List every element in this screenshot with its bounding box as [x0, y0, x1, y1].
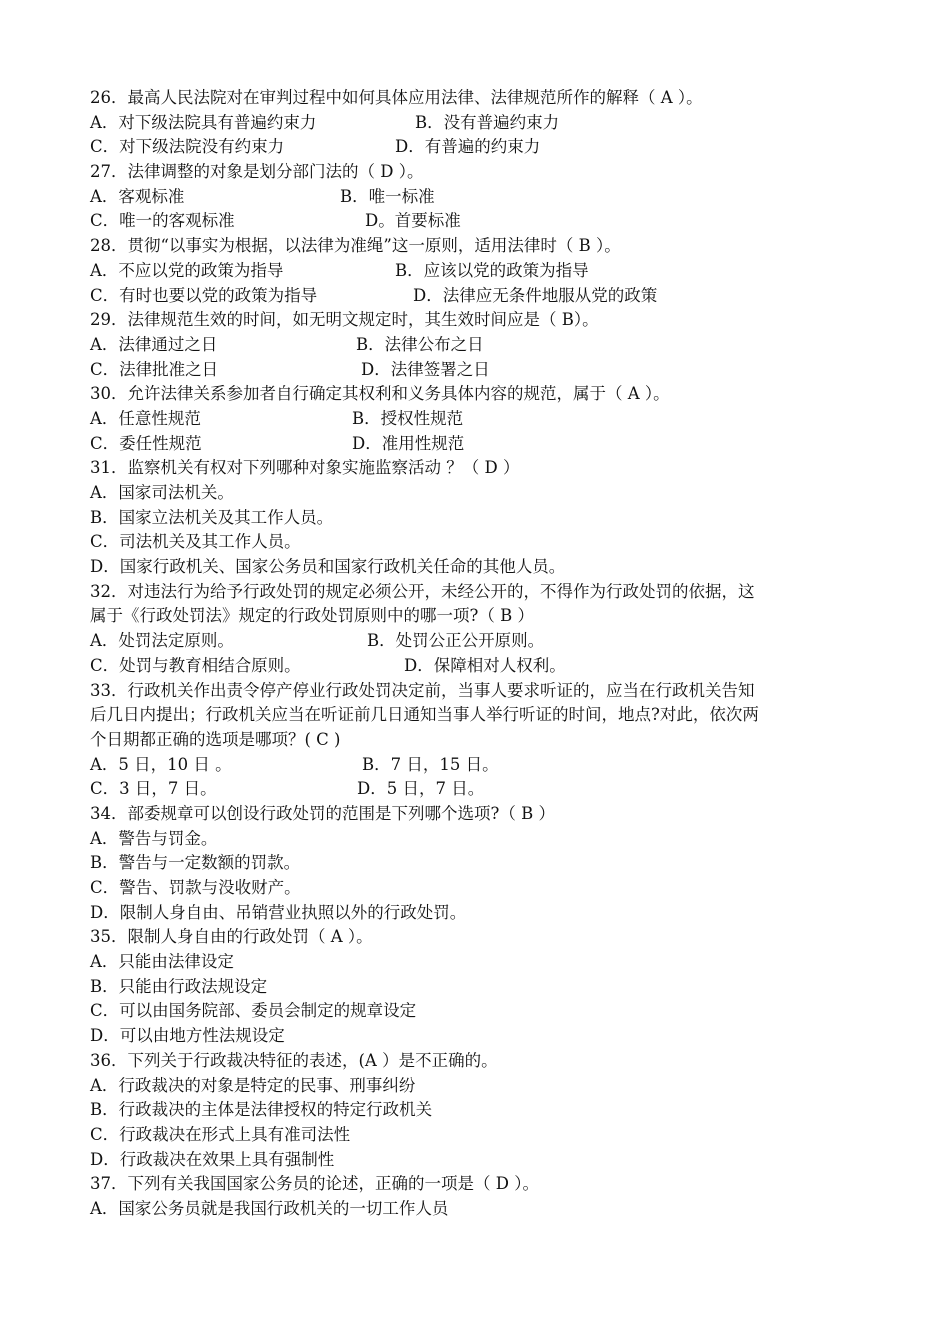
text-line: B．行政裁决的主体是法律授权的特定行政机关	[90, 1100, 433, 1120]
answer-option-row	[90, 358, 865, 383]
question-text: 37．下列有关我国国家公务员的论述，正确的一项是（ D ）。	[90, 1174, 539, 1194]
answer-option: B．应该以党的政策为指导	[395, 260, 589, 280]
answer-option-row	[90, 135, 865, 160]
text-line: A．国家公务员就是我国行政机关的一切工作人员	[90, 1198, 449, 1218]
answer-option-row	[90, 654, 865, 679]
text-line: 后几日内提出；行政机关应当在听证前几日通知当事人举行听证的时间，地点?对此，依次两	[90, 705, 759, 725]
answer-option: C．有时也要以党的政策为指导	[90, 285, 318, 305]
text-line: A．只能由法律设定	[90, 952, 234, 972]
answer-option: D．保障相对人权利。	[404, 655, 566, 675]
answer-option: A．客观标准	[90, 186, 185, 206]
answer-option-row	[90, 432, 865, 457]
answer-option: B．法律公布之日	[356, 334, 484, 354]
text-line: 个日期都正确的选项是哪项？( C )	[90, 729, 341, 749]
answer-option-row	[90, 209, 865, 234]
answer-option-row	[90, 629, 865, 654]
answer-option: D．有普遍的约束力	[395, 137, 541, 157]
answer-option: A．法律通过之日	[90, 334, 218, 354]
question-text: 30．允许法律关系参加者自行确定其权利和义务具体内容的规范，属于（ A ）。	[90, 384, 670, 404]
answer-option: B．处罚公正公开原则。	[367, 631, 545, 651]
text-line: 属于《行政处罚法》规定的行政处罚原则中的哪一项?（ B ）	[90, 606, 534, 626]
answer-option-row	[90, 111, 865, 136]
question-text: 33．行政机关作出责令停产停业行政处罚决定前，当事人要求听证的，应当在行政机关告知	[90, 680, 755, 700]
answer-option: B．授权性规范	[352, 408, 464, 428]
answer-option: D．准用性规范	[352, 433, 465, 453]
answer-option: A．处罚法定原则。	[90, 631, 234, 651]
question-text: 27．法律调整的对象是划分部门法的（ D ）。	[90, 162, 424, 182]
answer-option: D．法律应无条件地服从党的政策	[413, 285, 658, 305]
question-text: 36．下列关于行政裁决特征的表述，(A ）是不正确的。	[90, 1050, 498, 1070]
text-line: D．可以由地方性法规设定	[90, 1026, 285, 1046]
question-text: 26．最高人民法院对在审判过程中如何具体应用法律、法律规范所作的解释（ A ）。	[90, 88, 703, 107]
answer-option-row	[90, 333, 865, 358]
text-line: C．行政裁决在形式上具有准司法性	[90, 1124, 351, 1144]
question-text: 29．法律规范生效的时间，如无明文规定时，其生效时间应是（ B）。	[90, 310, 599, 330]
answer-option: D．5 日，7 日。	[357, 779, 485, 799]
answer-option-row	[90, 284, 865, 309]
answer-option: B．唯一标准	[340, 186, 435, 206]
text-line: C．警告、罚款与没收财产。	[90, 878, 301, 897]
text-line: B．只能由行政法规设定	[90, 976, 268, 996]
exam-document	[90, 86, 865, 1222]
question-text: 32．对违法行为给予行政处罚的规定必须公开，未经公开的，不得作为行政处罚的依据，这	[90, 581, 755, 601]
answer-option: C．委任性规范	[90, 433, 202, 453]
question-text: 35．限制人身自由的行政处罚（ A ）。	[90, 927, 373, 947]
answer-option: D．法律签署之日	[361, 359, 490, 379]
answer-option-row	[90, 407, 865, 432]
text-line: B．警告与一定数额的罚款。	[90, 853, 301, 873]
answer-option: C．3 日，7 日。	[90, 779, 217, 799]
question-text: 28．贯彻“以事实为根据，以法律为准绳”这一原则，适用法律时（ B ）。	[90, 236, 621, 256]
text-line: C．可以由国务院部、委员会制定的规章设定	[90, 1001, 417, 1021]
answer-option: C．唯一的客观标准	[90, 211, 235, 231]
answer-option: A．任意性规范	[90, 408, 201, 428]
answer-option-row	[90, 753, 865, 778]
question-text: 34．部委规章可以创设行政处罚的范围是下列哪个选项?（ B ）	[90, 803, 555, 823]
answer-option-row	[90, 185, 865, 210]
answer-option: A．不应以党的政策为指导	[90, 260, 284, 280]
text-line: C．司法机关及其工作人员。	[90, 532, 301, 552]
answer-option: C．处罚与教育相结合原则。	[90, 655, 301, 675]
answer-option-row	[90, 777, 865, 802]
answer-option: C．对下级法院没有约束力	[90, 137, 285, 157]
answer-option: A．对下级法院具有普遍约束力	[90, 112, 317, 132]
text-line: A．警告与罚金。	[90, 828, 218, 848]
answer-option-row	[90, 259, 865, 284]
answer-option: B．7 日，15 日。	[362, 754, 499, 774]
text-line: D．限制人身自由、吊销营业执照以外的行政处罚。	[90, 902, 467, 922]
text-line: B．国家立法机关及其工作人员。	[90, 507, 334, 527]
answer-option: A．5 日，10 日 。	[90, 754, 232, 774]
answer-option: B．没有普遍约束力	[415, 112, 560, 132]
text-line: D．国家行政机关、国家公务员和国家行政机关任命的其他人员。	[90, 557, 566, 577]
text-line: D．行政裁决在效果上具有强制性	[90, 1149, 335, 1169]
text-line: A．行政裁决的对象是特定的民事、刑事纠纷	[90, 1075, 416, 1095]
question-text: 31．监察机关有权对下列哪种对象实施监察活动 ？（ D ）	[90, 458, 520, 478]
text-line: A．国家司法机关。	[90, 483, 234, 502]
answer-option: C．法律批准之日	[90, 359, 219, 379]
answer-option: D。首要标准	[365, 211, 461, 231]
